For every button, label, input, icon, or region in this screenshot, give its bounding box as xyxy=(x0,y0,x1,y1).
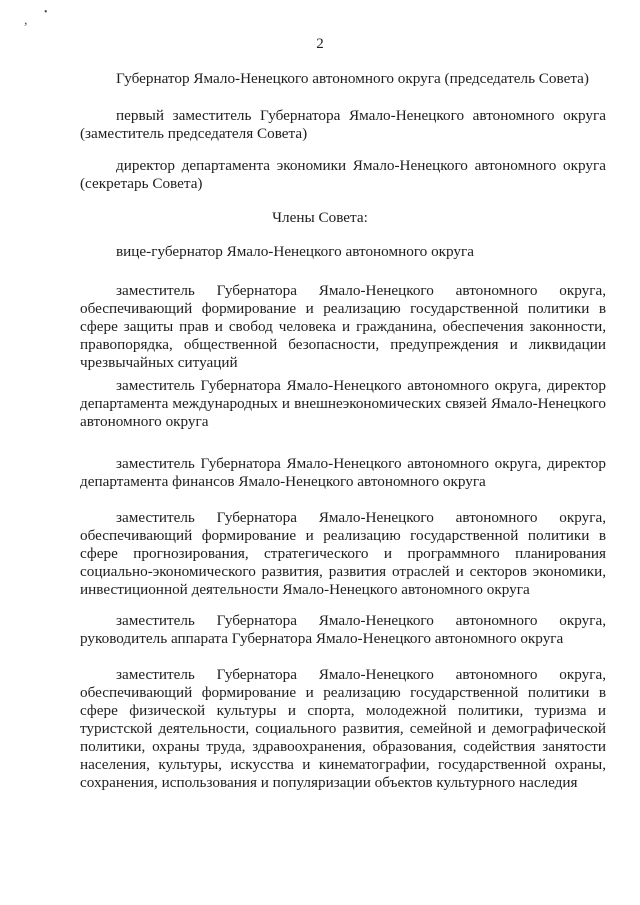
member-deputy-rights: заместитель Губернатора Ямало-Ненецкого автономного округа, обеспечивающий формирование и реализацию государственной политики в сфере защиты прав и свобод человека и гражданина, обеспечения законности, правопорядка, общественной безопасности, предупреждения и ликвидации чрезвычайных ситуаций xyxy=(80,282,606,371)
council-secretary: директор департамента экономики Ямало-Ненецкого автономного округа (секретарь Совета) xyxy=(80,157,606,192)
page-number: 2 xyxy=(316,36,324,52)
member-deputy-international: заместитель Губернатора Ямало-Ненецкого автономного округа, директор департамента международных и внешнеэкономических связей Ямало-Ненецкого автономного округа xyxy=(80,377,606,430)
members-heading: Члены Совета: xyxy=(272,209,368,226)
member-vice-governor: вице-губернатор Ямало-Ненецкого автономного округа xyxy=(116,243,474,260)
member-deputy-apparatus: заместитель Губернатора Ямало-Ненецкого автономного округа, руководитель аппарата Губернатора Ямало-Ненецкого автономного округа xyxy=(80,612,606,647)
scan-artifact: , xyxy=(24,13,28,28)
scan-artifact: • xyxy=(44,7,48,18)
member-deputy-forecasting: заместитель Губернатора Ямало-Ненецкого автономного округа, обеспечивающий формирование и реализацию государственной политики в сфере прогнозирования, стратегического и программного планирования социально-экономического развития, развития отраслей и секторов экономики, инвестиционной деятельности Ямало-Ненецкого автономного округа xyxy=(80,509,606,598)
council-vice-chair: первый заместитель Губернатора Ямало-Ненецкого автономного округа (заместитель председателя Совета) xyxy=(80,107,606,142)
member-deputy-finance: заместитель Губернатора Ямало-Ненецкого автономного округа, директор департамента финансов Ямало-Ненецкого автономного округа xyxy=(80,455,606,490)
member-deputy-social: заместитель Губернатора Ямало-Ненецкого автономного округа, обеспечивающий формирование и реализацию государственной политики в сфере физической культуры и спорта, молодежной политики, туризма и туристской деятельности, социального развития, семейной и демографической политики, охраны труда, здравоохранения, образования, содействия занятости населения, культуры, искусства и кинематографии, государственной охраны, сохранения, использования и популяризации объектов культурного наследия xyxy=(80,666,606,791)
council-chair: Губернатор Ямало-Ненецкого автономного округа (председатель Совета) xyxy=(116,70,589,87)
